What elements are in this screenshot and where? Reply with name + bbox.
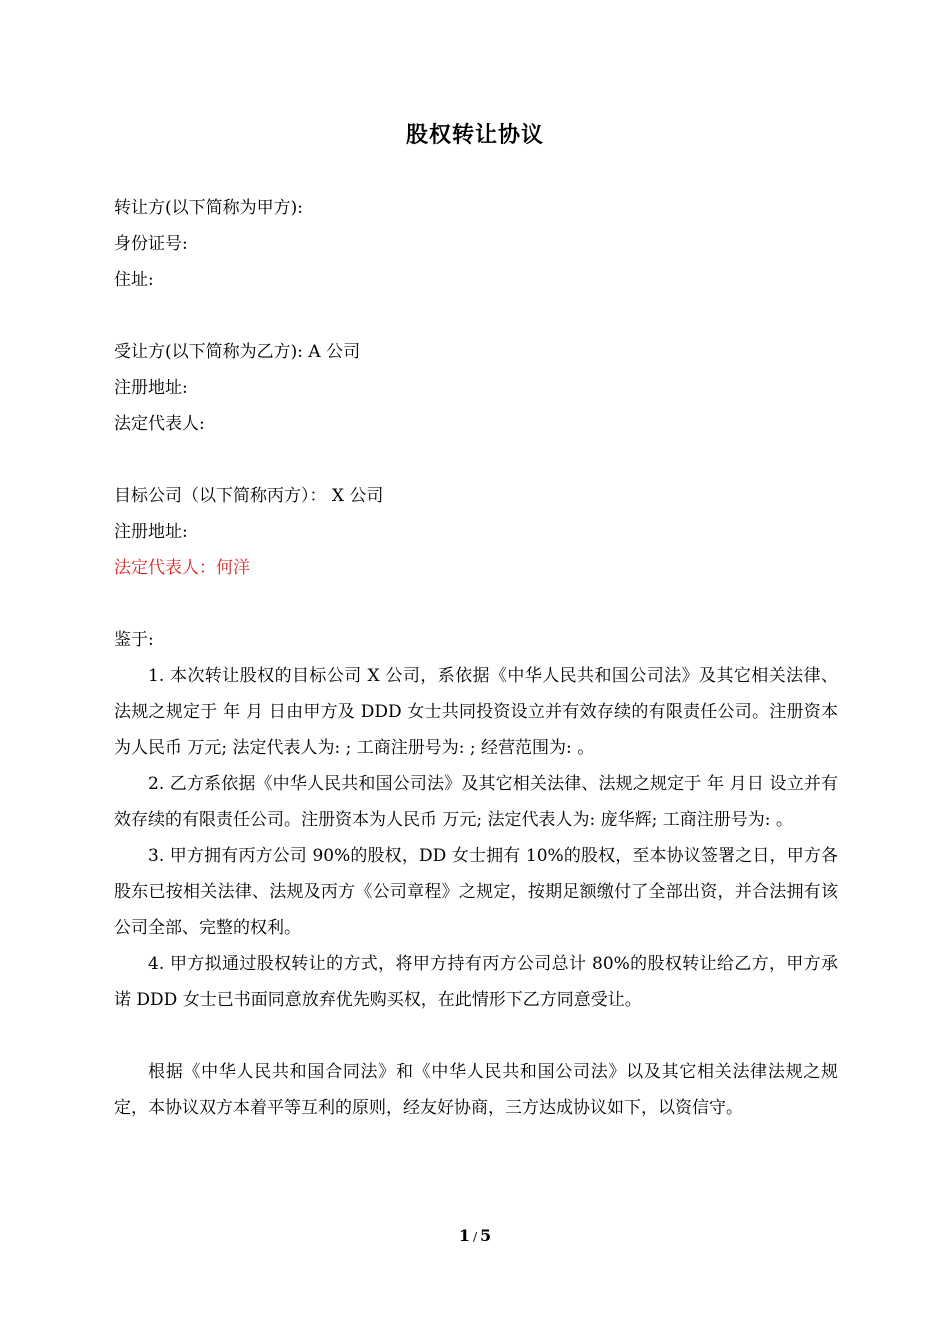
party-c-label: 目标公司（以下简称丙方）： X 公司 (114, 486, 384, 506)
party-b-label: 受让方(以下简称为乙方): A 公司 (114, 342, 361, 362)
clause-1: 1. 本次转让股权的目标公司 X 公司，系依据《中华人民共和国公司法》及其它相关法律、法规之规定于 年 月 日由甲方及 DDD 女士共同投资设立并有效存续的有限责任公司。注册资本为人民币 万元; 法定代表人为: ; 工商注册号为: ; 经营范围为: 。 (114, 666, 838, 758)
party-b-legal-rep: 法定代表人: (114, 414, 205, 434)
spacer (114, 586, 838, 622)
spacer (114, 1018, 838, 1054)
spacer (114, 442, 838, 478)
total-pages: 5 (480, 1226, 492, 1245)
closing-paragraph: 根据《中华人民共和国合同法》和《中华人民共和国公司法》以及其它相关法律法规之规定，本协议双方本着平等互利的原则，经友好协商，三方达成协议如下，以资信守。 (114, 1062, 838, 1118)
page-separator: / (472, 1230, 478, 1244)
page-number (0, 1226, 950, 1245)
party-a-id: 身份证号: (114, 234, 188, 254)
party-a-label: 转让方(以下简称为甲方): (114, 198, 303, 218)
clause-4: 4. 甲方拟通过股权转让的方式，将甲方持有丙方公司总计 80%的股权转让给乙方，甲方承诺 DDD 女士已书面同意放弃优先购买权，在此情形下乙方同意受让。 (114, 954, 838, 1010)
clause-2: 2. 乙方系依据《中华人民共和国公司法》及其它相关法律、法规之规定于 年 月日 设立并有效存续的有限责任公司。注册资本为人民币 万元; 法定代表人为: 庞华辉; 工商注册号为: 。 (114, 774, 838, 830)
current-page: 1 (458, 1226, 470, 1245)
document-body (114, 190, 838, 1126)
spacer (114, 298, 838, 334)
party-b-reg-address: 注册地址: (114, 378, 188, 398)
party-a-address: 住址: (114, 270, 154, 290)
party-c-legal-rep: 法定代表人：何洋 (114, 558, 250, 578)
document-title: 股权转让协议 (405, 122, 544, 148)
clause-3: 3. 甲方拥有丙方公司 90%的股权，DD 女士拥有 10%的股权，至本协议签署之日，甲方各股东已按相关法律、法规及丙方《公司章程》之规定，按期足额缴付了全部出资，并合法拥有该公司全部、完整的权利。 (114, 846, 838, 938)
party-c-reg-address: 注册地址: (114, 522, 188, 542)
whereas-heading: 鉴于: (114, 630, 154, 650)
